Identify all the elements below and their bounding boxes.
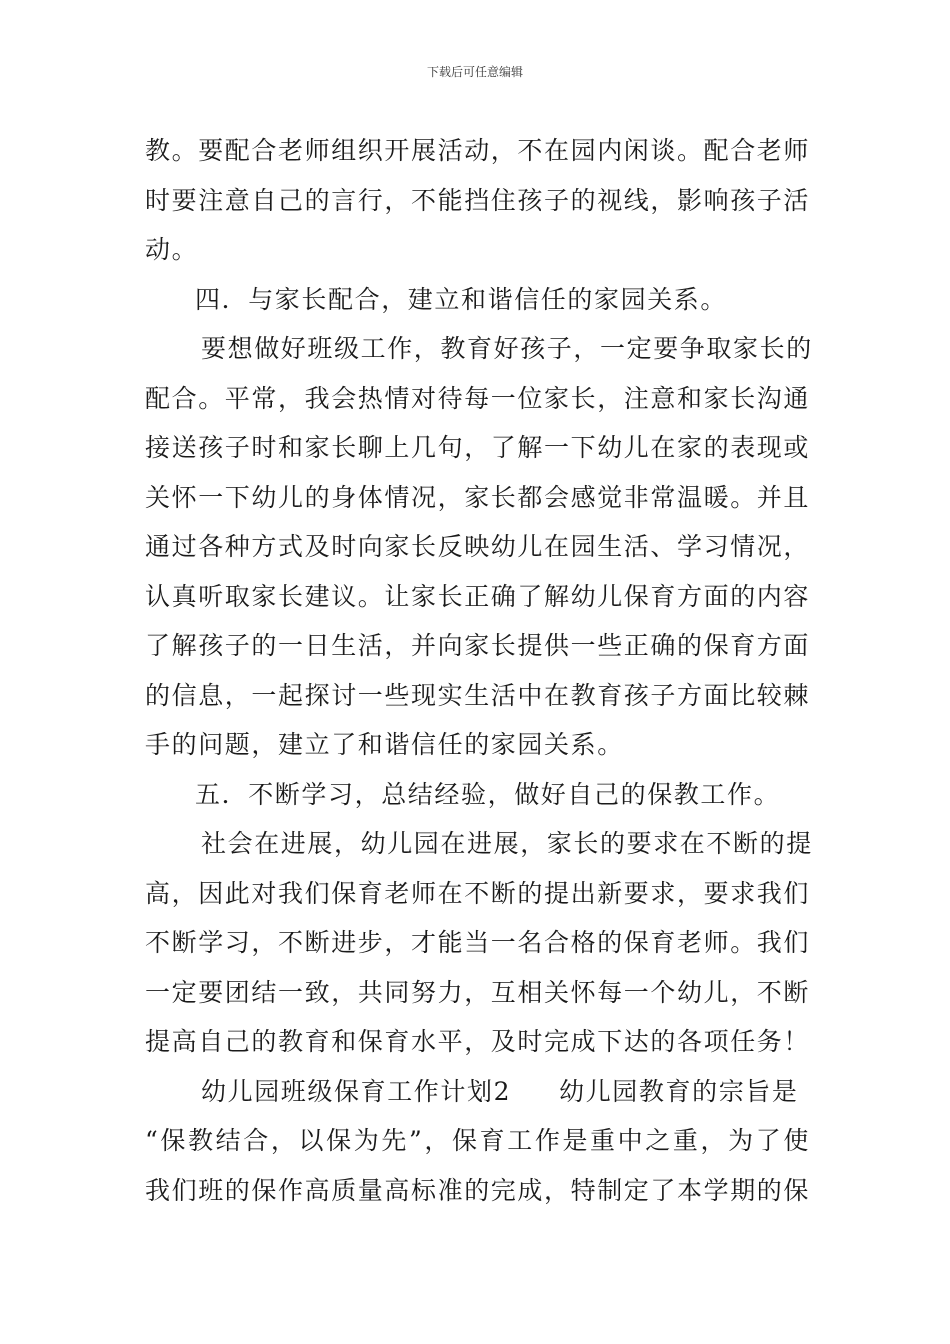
text-line: 高，因此对我们保育老师在不断的提出新要求，要求我们 bbox=[145, 878, 811, 908]
text-line: “保教结合，以保为先”，保育工作是重中之重，为了使 bbox=[145, 1126, 810, 1155]
text-line: 接送孩子时和家长聊上几句，了解一下幼儿在家的表现或 bbox=[145, 433, 811, 462]
plan-title: 幼儿园班级保育工作计划2 bbox=[201, 1076, 512, 1106]
text-line: 要想做好班级工作，教育好孩子，一定要争取家长的 bbox=[201, 334, 813, 363]
text-line: 时要注意自己的言行，不能挡住孩子的视线，影响孩子活 bbox=[145, 185, 811, 215]
text-line: 教。要配合老师组织开展活动，不在园内闲谈。配合老师 bbox=[145, 136, 811, 165]
text-line: 我们班的保作高质量高标准的完成，特制定了本学期的保 bbox=[145, 1175, 811, 1205]
text-line: 社会在进展，幼儿园在进展，家长的要求在不断的提 bbox=[201, 829, 813, 858]
text-line: 通过各种方式及时向家长反映幼儿在园生活、学习情况， bbox=[145, 532, 811, 561]
text-line: 配合。平常，我会热情对待每一位家长，注意和家长沟通 bbox=[145, 383, 811, 413]
text-line: 不断学习，不断进步，才能当一名合格的保育老师。我们 bbox=[145, 928, 811, 957]
text-line: 动。 bbox=[145, 235, 199, 264]
text-line: 一定要团结一致，共同努力，互相关怀每一个幼儿，不断 bbox=[145, 977, 811, 1007]
text-line: 手的问题，建立了和谐信任的家园关系。 bbox=[145, 730, 624, 759]
plan-intro: 幼儿园教育的宗旨是 bbox=[559, 1076, 799, 1106]
text-line: 认真听取家长建议。让家长正确了解幼儿保育方面的内容 bbox=[145, 581, 811, 611]
text-line: 提高自己的教育和保育水平，及时完成下达的各项任务！ bbox=[145, 1027, 811, 1056]
page-header-note: 下载后可任意编辑 bbox=[426, 65, 523, 79]
section-heading-five: 五．不断学习，总结经验，做好自己的保教工作。 bbox=[195, 779, 781, 809]
section-heading-four: 四．与家长配合，建立和谐信任的家园关系。 bbox=[195, 284, 728, 314]
text-line: 关怀一下幼儿的身体情况，家长都会感觉非常温暖。并且 bbox=[145, 482, 811, 512]
document-body bbox=[145, 126, 813, 1215]
text-line: 的信息，一起探讨一些现实生活中在教育孩子方面比较棘 bbox=[145, 680, 811, 710]
plan-title-line bbox=[145, 1067, 810, 1117]
text-line: 了解孩子的一日生活，并向家长提供一些正确的保育方面 bbox=[145, 631, 811, 660]
